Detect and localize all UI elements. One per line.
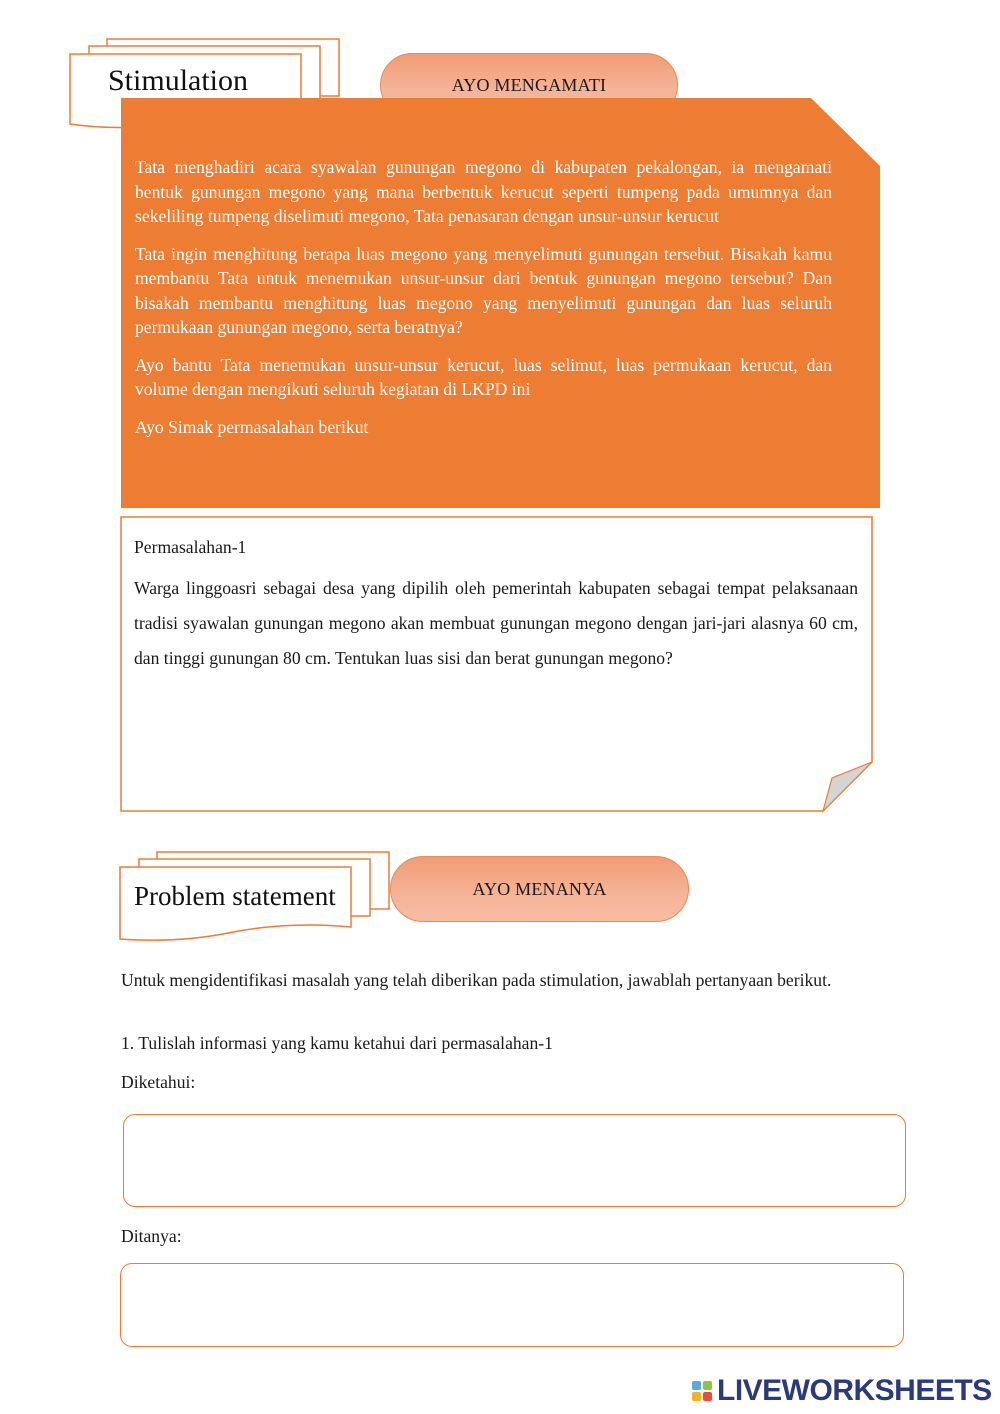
problem-title: Permasalahan-1 [134,537,247,557]
liveworksheets-logo-text: LIVEWORKSHEETS [717,1374,992,1407]
problem-body: Warga linggoasri sebagai desa yang dipilih oleh pemerintah kabupaten sebagai tempat pelaksanaan tradisi syawalan gunungan megono akan membuat gunungan megono dengan jari-jari alasnya 60 cm, dan tinggi gunungan 80 cm. Tentukan luas sisi dan berat gunungan megono? [134,578,858,668]
stimulation-text [135,155,832,452]
stimulation-paragraph-2: Tata ingin menghitung berapa luas megono yang menyelimuti gunungan tersebut. Bisakah kamu membantu Tata untuk menemukan unsur-unsur dari bentuk gunungan megono tersebut? Dan bisakah membantu menghitung luas megono yang menyelimuti gunungan dan luas seluruh permukaan gunungan megono, serta beratnya? [135,243,832,337]
known-label: Diketahui: [121,1072,196,1092]
stimulation-paragraph-3: Ayo bantu Tata menemukan unsur-unsur kerucut, luas selimut, luas permukaan kerucut, dan volume dengan mengikuti seluruh kegiatan di LKPD ini [135,354,832,399]
stimulation-paragraph-4: Ayo Simak permasalahan berikut [135,416,369,437]
problem-statement-title: Problem statement [134,881,336,911]
problem-content [134,535,858,676]
question-1: 1. Tulislah informasi yang kamu ketahui dari permasalahan-1 [121,1033,553,1053]
stimulation-title: Stimulation [108,64,249,97]
ayo-menanya-badge: AYO MENANYA [390,856,689,922]
known-answer-box[interactable] [123,1114,906,1207]
ayo-mengamati-badge: AYO MENGAMATI [380,53,678,117]
liveworksheets-logo [692,1375,992,1407]
liveworksheets-logo-icon [692,1381,712,1401]
asked-answer-box[interactable] [120,1263,904,1347]
stimulation-paragraph-1: Tata menghadiri acara syawalan gunungan megono di kabupaten pekalongan, ia mengamati bentuk gunungan megono yang mana berbentuk kerucut seperti tumpeng pada umumnya dan sekeliling tumpeng diselimuti megono, Tata penasaran dengan unsur-unsur kerucut [135,157,832,226]
asked-label: Ditanya: [121,1226,182,1246]
problem-statement-intro: Untuk mengidentifikasi masalah yang telah diberikan pada stimulation, jawablah pertanyaan berikut. [121,970,832,990]
problem-statement-title-card [118,851,393,943]
